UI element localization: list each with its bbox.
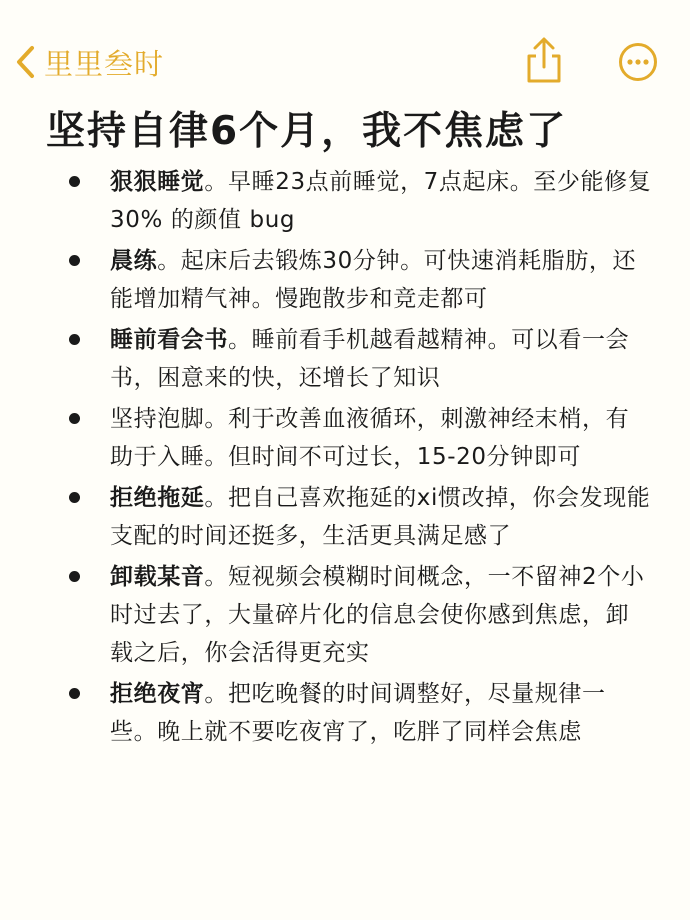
list-item	[0, 558, 690, 672]
share-icon	[522, 69, 566, 88]
bullet-icon	[69, 571, 80, 582]
share-button[interactable]	[522, 36, 566, 84]
item-text: 。短视频会模糊时间概念，一不留神2个小时过去了，大量碎片化的信息会使你感到焦虑，卸载之后，你会活得更充实	[110, 564, 645, 666]
list-item	[0, 479, 690, 555]
item-text: 坚持泡脚。利于改善血液循环，刺激神经末梢，有助于入睡。但时间不可过长，15-20分钟即可	[110, 406, 630, 470]
item-text: 。起床后去锻炼30分钟。可快速消耗脂肪，还能增加精气神。慢跑散步和竞走都可	[110, 248, 637, 312]
item-lead: 晨练	[110, 248, 158, 274]
back-button[interactable]	[14, 40, 164, 84]
bullet-icon	[69, 255, 80, 266]
bullet-icon	[69, 492, 80, 503]
item-lead: 睡前看会书	[110, 327, 228, 353]
list-item	[0, 400, 690, 476]
chevron-left-icon	[14, 44, 36, 80]
back-label: 里里叁时	[44, 46, 165, 81]
bullet-icon	[69, 334, 80, 345]
item-text: 。早睡23点前睡觉，7点起床。至少能修复 30% 的颜值 bug	[110, 169, 652, 233]
note-list	[0, 163, 690, 754]
bullet-icon	[69, 176, 80, 187]
more-button[interactable]	[618, 42, 658, 82]
list-item	[0, 321, 690, 397]
more-horizontal-icon	[618, 67, 658, 86]
bullet-icon	[69, 413, 80, 424]
list-item	[0, 242, 690, 318]
note-title: 坚持自律6个月，我不焦虑了	[46, 109, 568, 154]
item-lead: 拒绝拖延	[110, 485, 205, 511]
item-text: 。睡前看手机越看越精神。可以看一会书，困意来的快，还增长了知识	[110, 327, 630, 391]
item-lead: 狠狠睡觉	[110, 169, 205, 195]
nav-bar	[0, 0, 690, 100]
item-text: 。把吃晚餐的时间调整好，尽量规律一些。晚上就不要吃夜宵了，吃胖了同样会焦虑	[110, 681, 606, 745]
item-lead: 卸载某音	[110, 564, 205, 590]
list-item	[0, 675, 690, 751]
item-text: 。把自己喜欢拖延的xi惯改掉，你会发现能支配的时间还挺多，生活更具满足感了	[110, 485, 651, 549]
item-lead: 拒绝夜宵	[110, 681, 205, 707]
list-item	[0, 163, 690, 239]
bullet-icon	[69, 688, 80, 699]
